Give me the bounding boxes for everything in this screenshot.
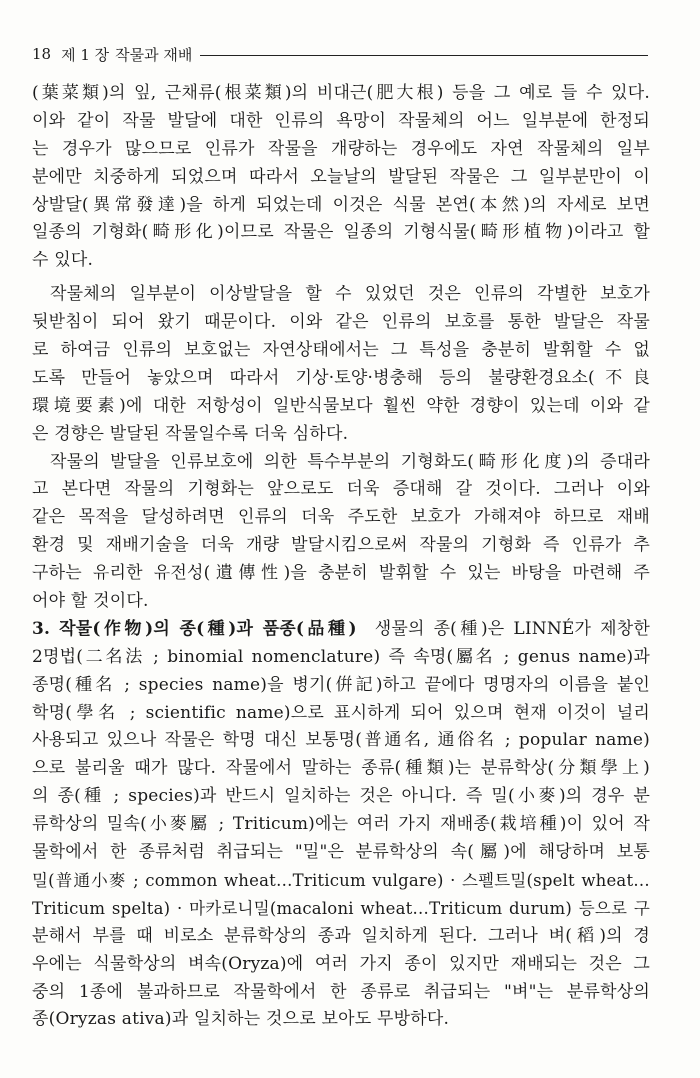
text-line: 사용되고 있으나 작물은 학명 대신 보통명(普通名, 通俗名 ; popular name) (32, 730, 650, 751)
paragraph-1 (32, 80, 650, 275)
text-line: 류학상의 밀속(小麥屬 ; Triticum)에는 여러 가지 재배종(栽培種)이 있어 작 (32, 814, 650, 835)
text-line: 작물의 발달을 인류보호에 의한 특수부분의 기형화도(畸形化度)의 증대라 (50, 451, 650, 472)
text-line: 어야 할 것이다. (32, 591, 149, 612)
text-line: 으로 불리울 때가 많다. 작물에서 말하는 종류(種類)는 분류학상(分類學上) (32, 758, 650, 779)
text-line: 도록 만들어 놓았으며 따라서 기상·토양·병충해 등의 불량환경요소(不良 (32, 367, 650, 388)
page-number: 18 (32, 45, 52, 63)
text-line: 밀(普通小麥 ; common wheat…Triticum vulgare) · 스펠트밀(spelt wheat… (32, 870, 650, 890)
section-number: 3. (32, 618, 51, 639)
text-line: 학명(學名 ; scientific name)으로 표시하게 되어 있으며 현재 이것이 널리 (32, 702, 650, 723)
text-line: 물학에서 한 종류처럼 취급되는 "밀"은 분류학상의 속(屬)에 해당하며 보통 (32, 842, 650, 863)
text-line: Triticum spelta) · 마카로니밀(macaloni wheat…Triticum durum) 등으로 구 (32, 898, 650, 918)
text-line: 작물체의 일부분이 이상발달을 할 수 있었던 것은 인류의 각별한 보호가 (50, 284, 650, 305)
text-line: 일종의 기형화(畸形化)이므로 작물은 일종의 기형식물(畸形植物)이라고 할 (32, 222, 650, 243)
text-line: 구하는 유리한 유전성(遺傳性)을 충분히 발휘할 수 있는 바탕을 마련해 주 (32, 563, 650, 584)
text-line: 중의 1종에 불과하므로 작물학에서 한 종류로 취급되는 "벼"는 분류학상의 (32, 981, 650, 1002)
text-line: 같은 목적을 달성하려면 인류의 더욱 주도한 보호가 가해져야 하므로 재배 (32, 507, 650, 528)
text-line: 의 종(種 ; species)과 반드시 일치하는 것은 아니다. 즉 밀(小麥)의 경우 분 (32, 786, 650, 807)
text-line: 환경 및 재배기술을 더욱 개량 발달시킴으로써 작물의 기형화 즉 인류가 추 (32, 535, 650, 556)
running-header (32, 42, 648, 66)
text-line: 이와 같이 작물 발달에 대한 인류의 욕망이 작물체의 어느 일부분에 한정되 (32, 110, 650, 131)
text-line: 環境要素)에 대한 저항성이 일반식물보다 훨씬 약한 경향이 있는데 이와 같 (32, 395, 650, 416)
header-rule (200, 55, 648, 56)
chapter-title: 작물과 재배 (115, 45, 193, 64)
text-line: 고 본다면 작물의 기형화는 앞으로도 더욱 증대해 갈 것이다. 그러나 이와 (32, 479, 650, 500)
text-line: 뒷받침이 되어 왔기 때문이다. 이와 같은 인류의 보호를 통한 발달은 작물 (32, 312, 650, 333)
body-text (32, 80, 650, 1034)
text-line: 는 경우가 많으므로 인류가 작물을 개량하는 경우에도 자연 작물체의 일부 (32, 138, 650, 159)
text-line: 분에만 치중하게 되었으며 따라서 오늘날의 발달된 작물은 그 일부분만이 이 (32, 166, 650, 187)
section-heading-line (32, 616, 650, 644)
text-line: 은 경향은 발달된 작물일수록 더욱 심하다. (32, 423, 349, 444)
text-line: 로 하여금 인류의 보호없는 자연상태에서는 그 특성을 충분히 발휘할 수 없 (32, 340, 650, 361)
text-line: 수 있다. (32, 250, 94, 271)
text-line: 우에는 식물학상의 벼속(Oryza)에 여러 가지 종이 있지만 재배되는 것은 그 (32, 953, 650, 974)
text-line: (葉菜類)의 잎, 근채류(根菜類)의 비대근(肥大根) 등을 그 예로 들 수 있다. (32, 83, 650, 103)
paragraph-2 (32, 281, 650, 448)
text-line: 종(Oryzas ativa)과 일치하는 것으로 보아도 무방하다. (32, 1009, 450, 1030)
text-line: 분해서 부를 때 비로소 분류학상의 종과 일치하게 된다. 그러나 벼(稻)의 경 (32, 925, 650, 946)
text-line: 생물의 종(種)은 LINNÉ가 제창한 (374, 618, 650, 639)
paragraph-3 (32, 449, 650, 616)
text-line: 종명(種名 ; species name)을 병기(倂記)하고 끝에다 명명자의 이름을 붙인 (32, 674, 650, 695)
section-3 (32, 616, 650, 1034)
text-line: 2명법(二名法 ; binomial nomenclature) 즉 속명(屬名 ; genus name)과 (32, 646, 650, 667)
text-line: 상발달(異常發達)을 하게 되었는데 이것은 식물 본연(本然)의 자세로 보면 (32, 194, 650, 215)
section-title: 작물(作物)의 종(種)과 품종(品種) (59, 618, 357, 639)
chapter-label: 제 1 장 (61, 45, 110, 64)
